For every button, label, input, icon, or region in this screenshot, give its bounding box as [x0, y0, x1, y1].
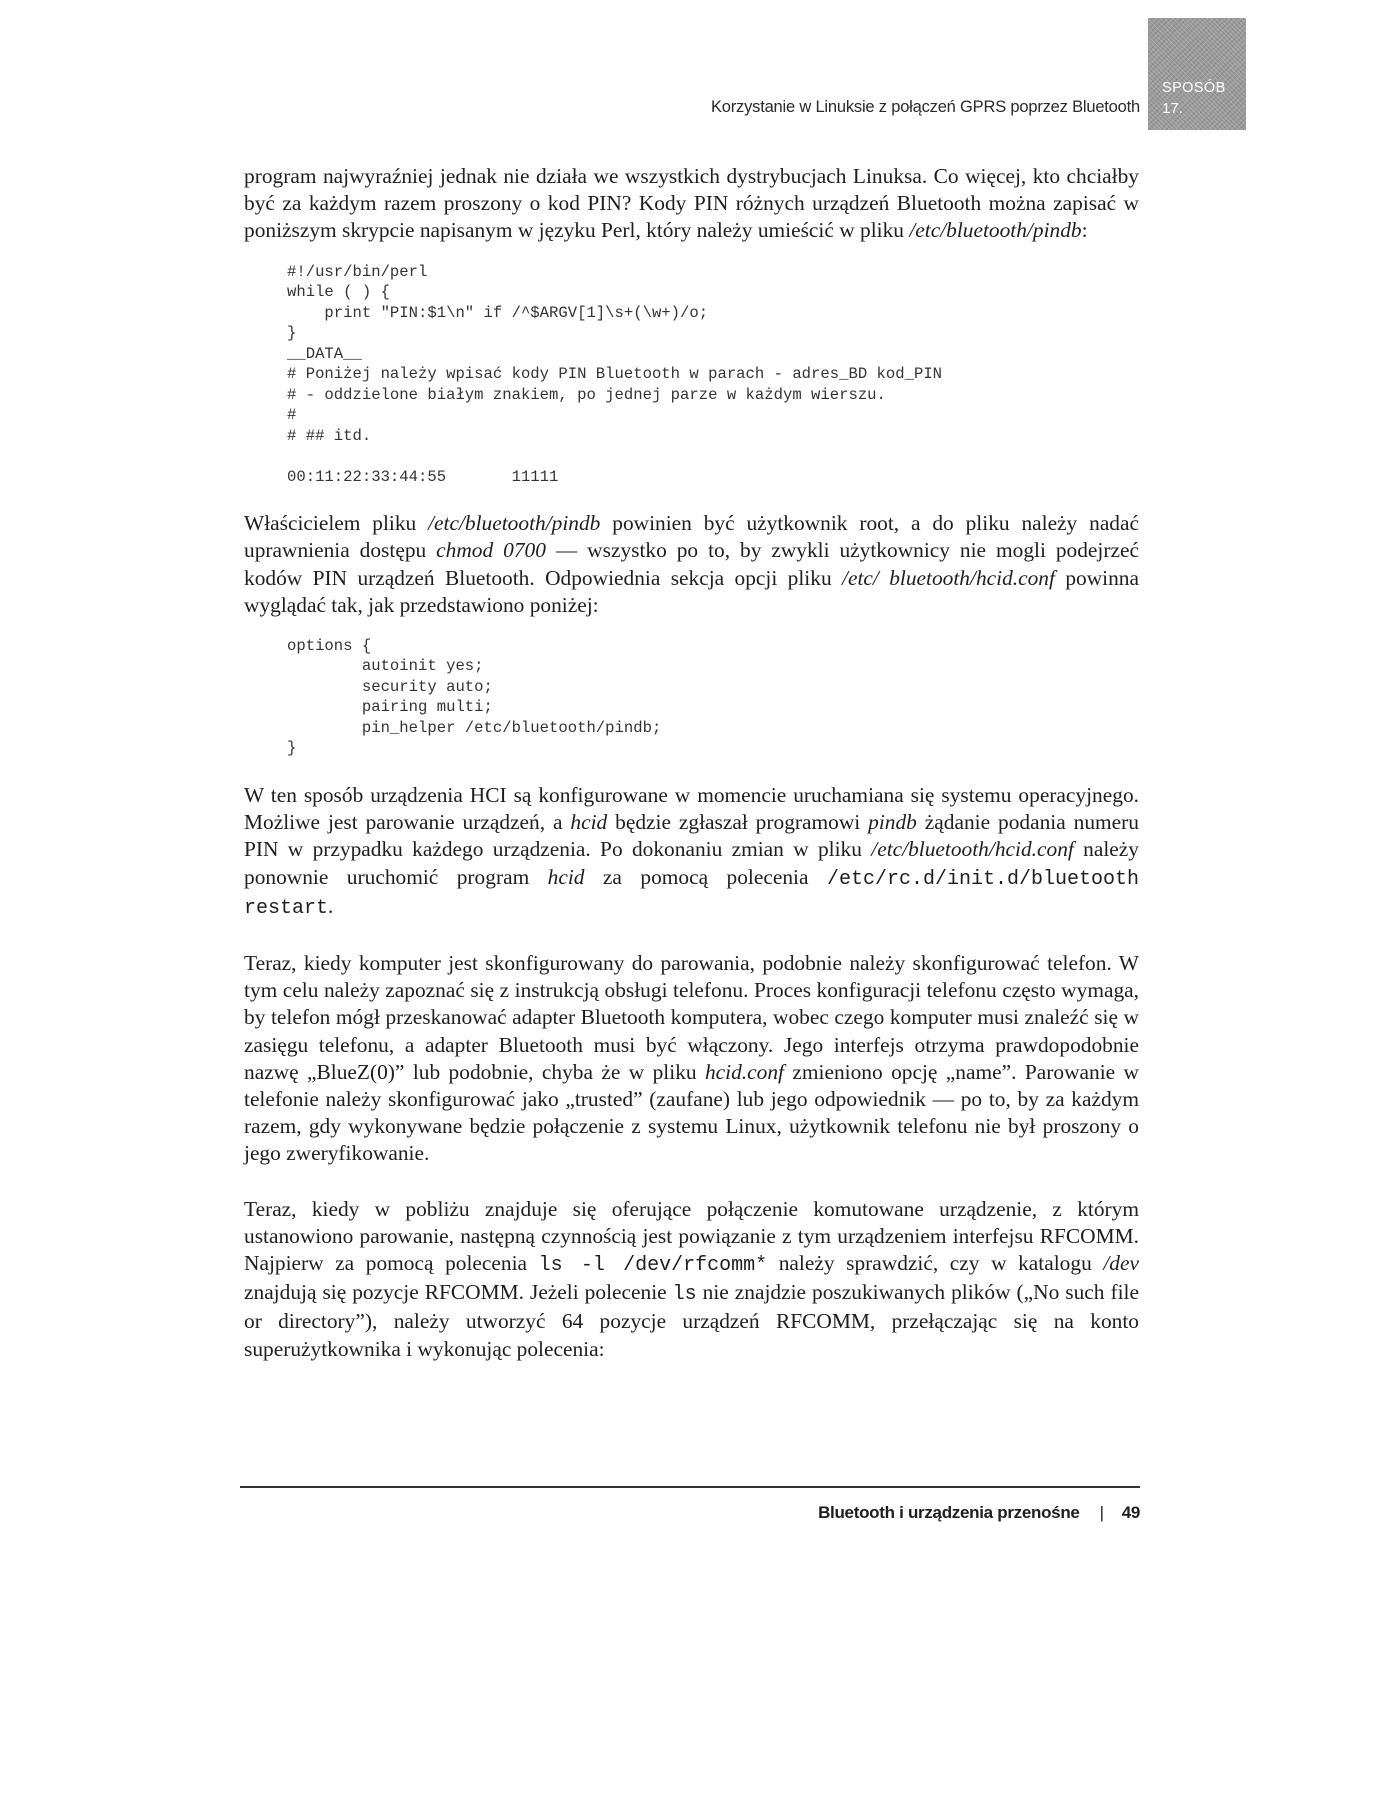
chmod-command: chmod 0700	[436, 538, 546, 563]
page-footer	[600, 1503, 1140, 1523]
footer-book-title: Bluetooth i urządzenia przenośne	[818, 1503, 1080, 1522]
running-header-title: Korzystanie w Linuksie z połączeń GPRS poprzez Bluetooth	[710, 98, 1140, 116]
file-name: hcid.conf	[704, 1059, 784, 1084]
directory-path: /dev	[1103, 1250, 1139, 1275]
inline-command: ls -l /dev/rfcomm*	[538, 1253, 768, 1277]
code-block-hcid-options: options { autoinit yes; security auto; pairing multi; pin_helper /etc/bluetooth/pindb; }	[287, 636, 662, 758]
paragraph-4: Teraz, kiedy komputer jest skonfigurowany do parowania, podobnie należy skonfigurować telefon. W tym celu należy zapoznać się z instrukcją obsługi telefonu. Proces konfiguracji telefonu często wymaga, by telefon mógł przeskanować adapter Bluetooth komputera, wobec czego komputer musi znaleźć się w zasięgu telefonu, a adapter Bluetooth musi być włączony. Jego interfejs otrzyma prawdopodobnie nazwę „BlueZ(0)” lub podobnie, chyba że w pliku hcid.conf zmieniono opcję „name”. Parowanie w telefonie należy skonfigurować jako „trusted” (zaufane) lub jego odpowiednik — po to, by za każdym razem, gdy wykonywane będzie połączenie z systemu Linux, użytkownik telefonu nie był proszony o jego zweryfikowanie.	[244, 950, 1139, 1166]
paragraph-2: Właścicielem pliku /etc/bluetooth/pindb powinien być użytkownik root, a do pliku należy nadać uprawnienia dostępu chmod 0700 — wszystko po to, by zwykli użytkownicy nie mogli podejrzeć kodów PIN urządzeń Bluetooth. Odpowiednia sekcja opcji pliku /etc/ bluetooth/hcid.conf powinna wyglądać tak, jak przedstawiono poniżej:	[244, 511, 1139, 617]
file-path: /etc/bluetooth/hcid.conf	[871, 837, 1074, 862]
file-path: /etc/ bluetooth/hcid.conf	[842, 565, 1055, 590]
inline-command: ls	[672, 1283, 697, 1307]
code-block-perl-script: #!/usr/bin/perl while ( ) { print "PIN:$1\n" if /^$ARGV[1]\s+(\w+)/o; } __DATA__ # Poniżej należy wpisać kody PIN Bluetooth w parach - adres_BD kod_PIN # - oddzielone białym znakiem, po jednej parze w każdym wierszu. # # ## itd. 00:11:22:33:44:55 11111	[287, 262, 943, 486]
file-path: /etc/bluetooth/pindb	[428, 511, 601, 536]
badge-number: 17.	[1162, 100, 1183, 117]
badge-label: SPOSÓB	[1162, 80, 1226, 96]
paragraph-3: W ten sposób urządzenia HCI są konfigurowane w momencie uruchamiana się systemu operacyjnego. Możliwe jest parowanie urządzeń, a hcid będzie zgłaszał programowi pindb żądanie podania numeru PIN w przypadku każdego urządzenia. Po dokonaniu zmian w pliku /etc/bluetooth/hcid.conf należy ponownie uruchomić program hcid za pomocą polecenia /etc/rc.d/init.d/bluetooth restart.	[244, 782, 1139, 920]
program-name: hcid	[547, 864, 585, 889]
section-badge	[1148, 18, 1246, 130]
program-name: hcid	[570, 810, 608, 835]
file-path: /etc/bluetooth/pindb	[909, 218, 1082, 243]
page-number: 49	[1121, 1503, 1140, 1522]
program-name: pindb	[868, 810, 917, 835]
paragraph-1: program najwyraźniej jednak nie działa we wszystkich dystrybucjach Linuksa. Co więcej, kto chciałby być za każdym razem proszony o kod PIN? Kody PIN różnych urządzeń Bluetooth można zapisać w poniższym skrypcie napisanym w języku Perl, który należy umieścić w pliku /etc/bluetooth/pindb:	[244, 164, 1139, 243]
footer-separator: |	[1099, 1503, 1104, 1522]
paragraph-5: Teraz, kiedy w pobliżu znajduje się oferujące połączenie komutowane urządzenie, z którym ustanowiono parowanie, następną czynnością jest powiązanie z tym urządzeniem interfejsu RFCOMM. Najpierw za pomocą polecenia ls -l /dev/rfcomm* należy sprawdzić, czy w katalogu /dev znajdują się pozycje RFCOMM. Jeżeli polecenie ls nie znajdzie poszukiwanych plików („No such file or directory”), należy utworzyć 64 pozycje urządzeń RFCOMM, przełączając się na konto superużytkownika i wykonując polecenia:	[244, 1196, 1139, 1361]
page-content	[244, 163, 1139, 1363]
inline-command: /etc/rc.d/init.d/bluetooth restart	[244, 867, 1139, 920]
footer-rule	[240, 1486, 1140, 1488]
